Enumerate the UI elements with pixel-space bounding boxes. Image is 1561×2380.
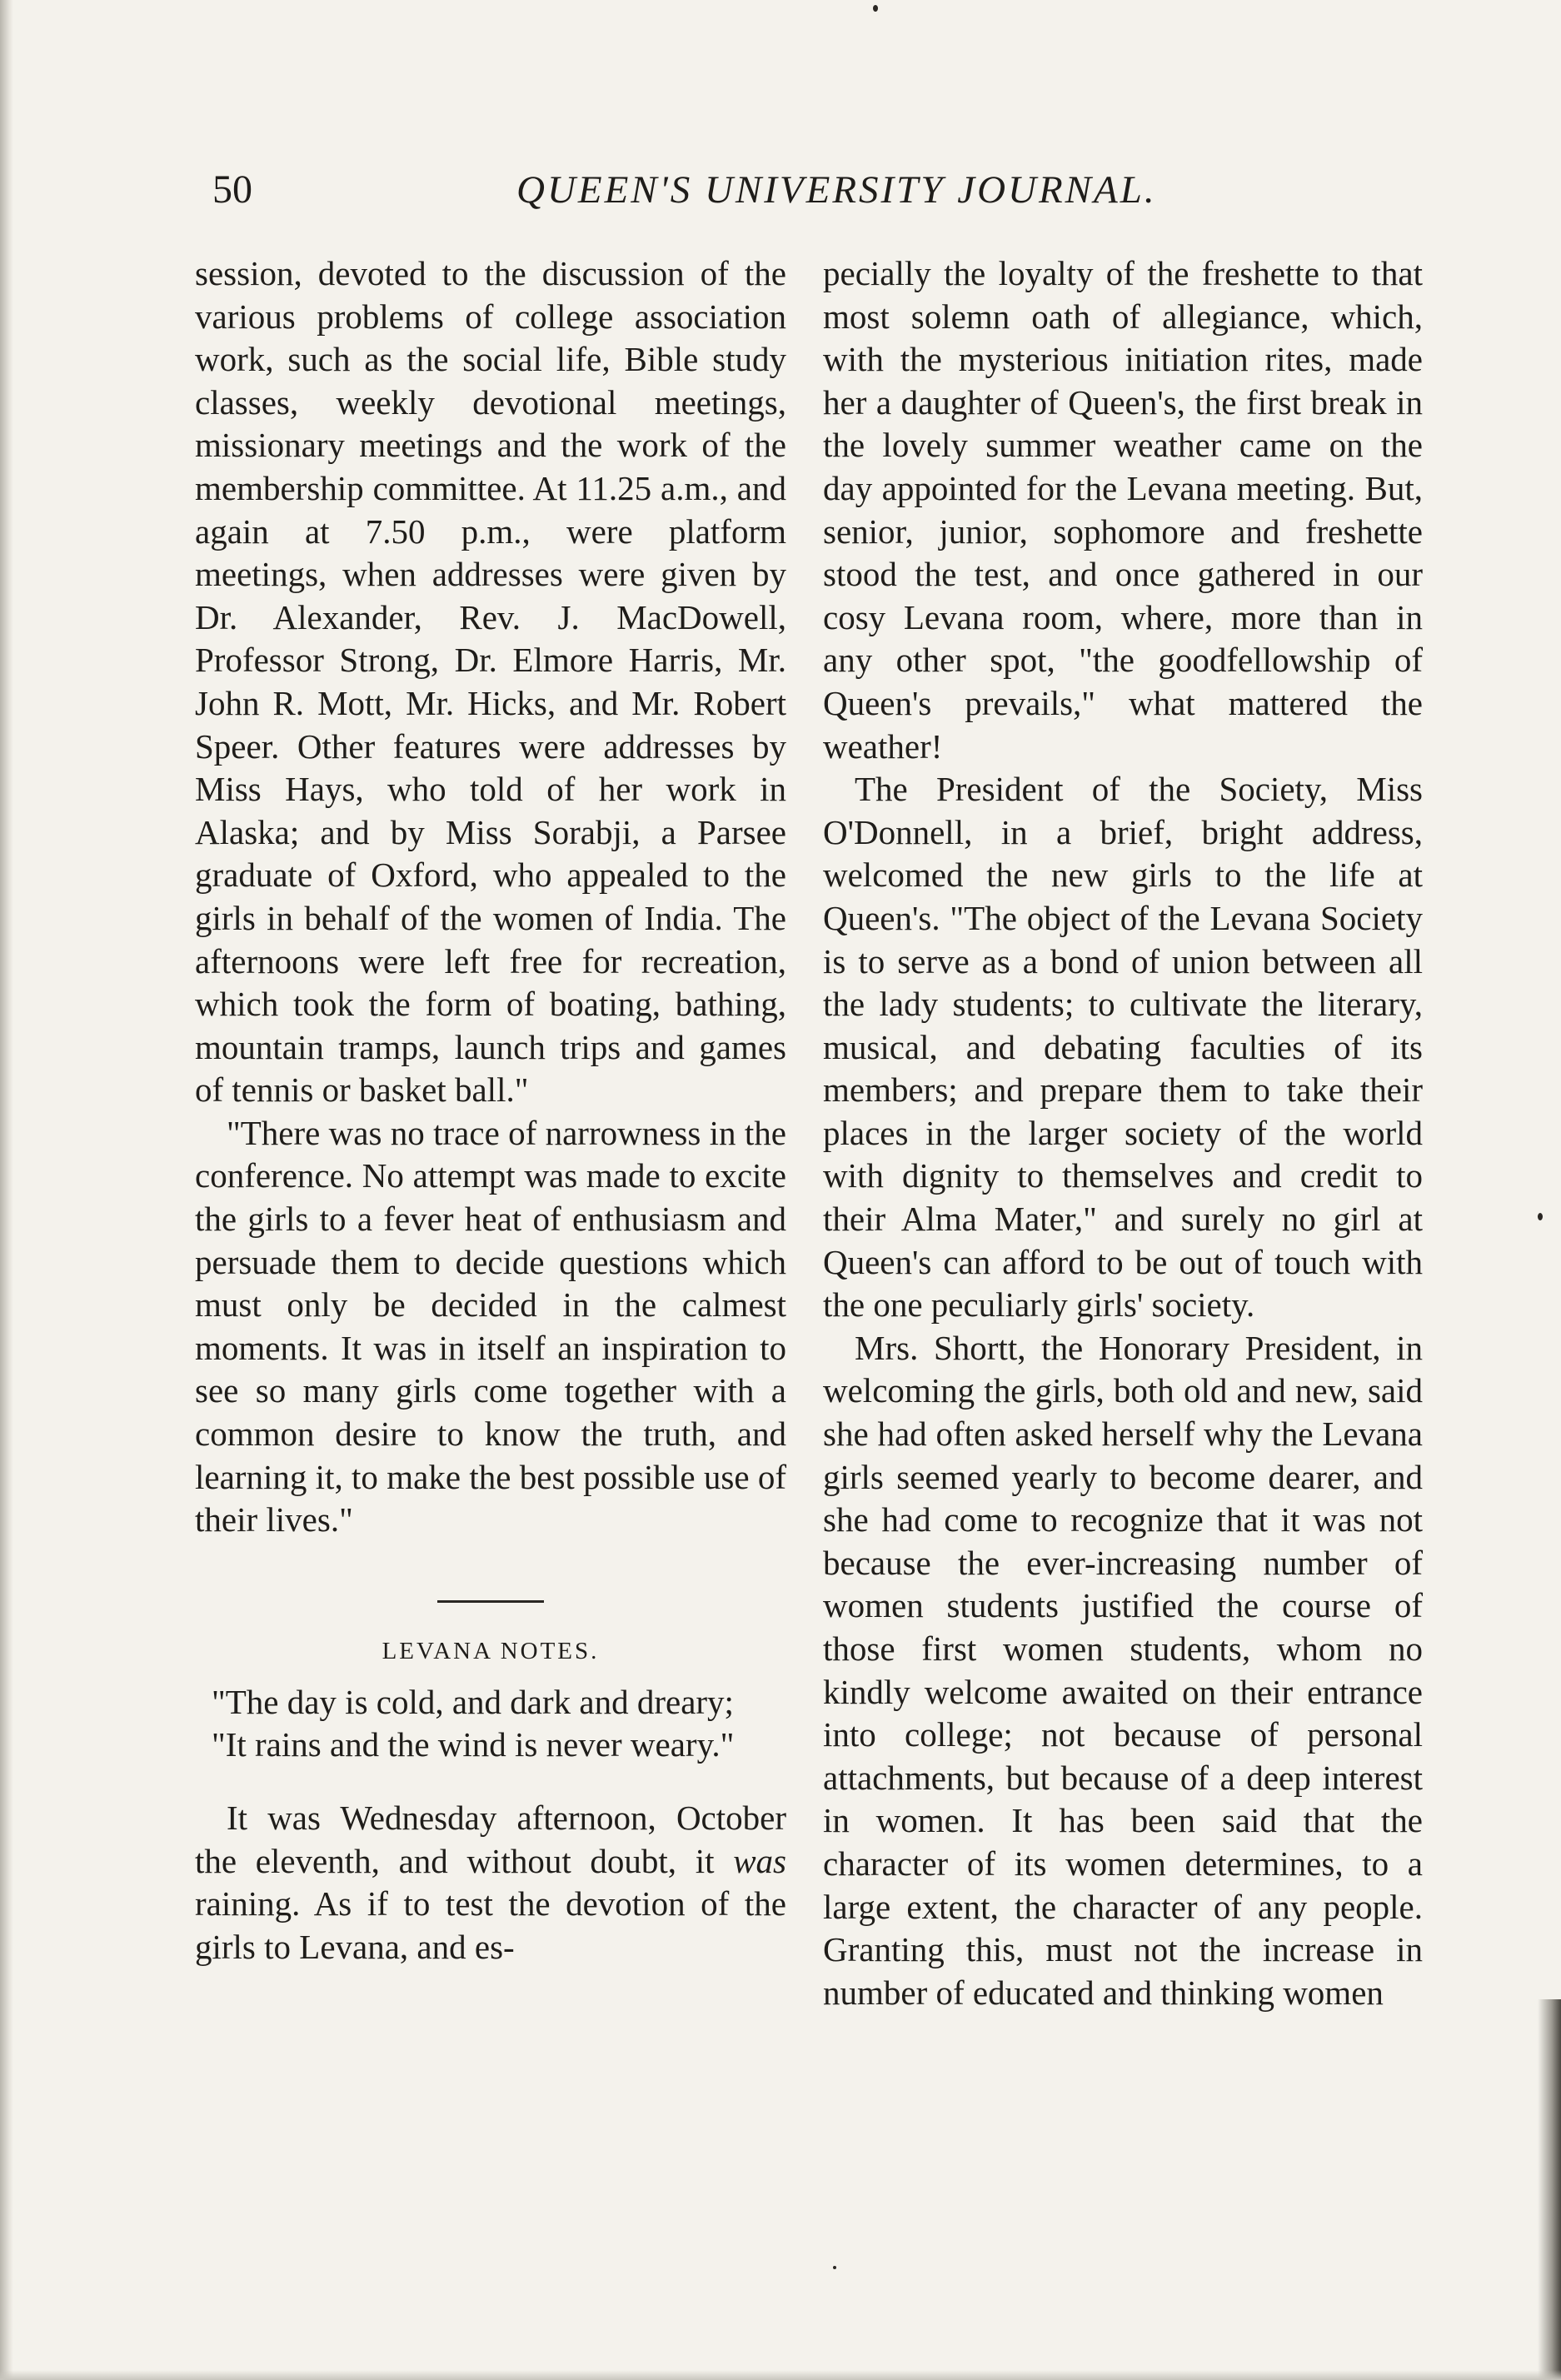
section-heading: LEVANA NOTES. (382, 1637, 600, 1664)
page-edge-left (0, 0, 13, 2380)
ink-speck (873, 5, 878, 12)
left-paragraph-3-italic: was (733, 1841, 786, 1880)
page-edge-bottom (0, 2370, 1561, 2380)
page-edge-right (1538, 1999, 1561, 2380)
verse-line-2: "It rains and the wind is never weary." (212, 1725, 735, 1764)
right-paragraph-1: pecially the loyalty of the freshette to that most solemn oath of allegiance, which, with the mysterious initiation rites, made her a daughter of Queen's, the first break in the lovely summer weather came on the day appointed for the Levana meeting. But, senior, junior, sophomore and freshette stood the test, and once gathered in our cosy Levana room, where, more than in any other spot, "the goodfellowship of Queen's prevails," what mattered the weather! (823, 254, 1423, 766)
ink-speck (833, 2266, 836, 2269)
left-paragraph-1: session, devoted to the discussion of the various problems of college association work, such as the social life, Bible study classes, weekly devotional meetings, missionary meetings and the work of the membership committee. At 11.25 a.m., and again at 7.50 p.m., were platform meetings, when addresses were given by Dr. Alexander, Rev. J. MacDowell, Professor Strong, Dr. Elmore Harris, Mr. John R. Mott, Mr. Hicks, and Mr. Robert Speer. Other features were addresses by Miss Hays, who told of her work in Alaska; and by Miss Sorabji, a Parsee graduate of Oxford, who appealed to the girls in behalf of the women of India. The afternoons were left free for recreation, which took the form of boating, bathing, mountain tramps, launch trips and games of tennis or basket ball." (195, 254, 786, 1110)
verse-line-1: "The day is cold, and dark and dreary; (212, 1682, 734, 1721)
right-paragraph-3: Mrs. Shortt, the Honorary President, in welcoming the girls, both old and new, said she had often asked herself why the Levana girls seemed yearly to become dearer, and she had come to recognize that it was not because the ever-increasing number of women students justified the course of those first women students, whom no kindly welcome awaited on their entrance into college; not because of personal attachments, but because of a deep interest in women. It has been said that the character of its women determines, to a large extent, the character of any people. Granting this, must not the increase in number of educated and thinking women (823, 1328, 1423, 2012)
ink-speck (1538, 1213, 1543, 1220)
left-paragraph-3 (195, 1797, 786, 1968)
right-paragraph-2: The President of the Society, Miss O'Donnell, in a brief, bright address, welcomed the new girls to the life at Queen's. "The object of the Levana Society is to serve as a bond of union between all the lady students; to cultivate the literary, musical, and debating faculties of its members; and prepare them to take their places in the larger society of the world with dignity to themselves and credit to their Alma Mater," and surely no girl at Queen's can afford to be out of touch with the one peculiarly girls' society. (823, 770, 1423, 1325)
left-column (195, 252, 786, 1968)
page-header (212, 165, 1462, 223)
left-paragraph-3-part-2: raining. As if to test the devotion of the girls to Levana, and es- (195, 1884, 786, 1966)
verse-quote (212, 1681, 786, 1767)
section-divider (437, 1600, 544, 1603)
page-number: 50 (212, 167, 252, 212)
left-paragraph-2: "There was no trace of narrowness in the conference. No attempt was made to excite the girls to a fever heat of enthusiasm and persuade them to decide questions which must only be decided in the calmest moments. It was in itself an inspiration to see so many girls come together with a common desire to know the truth, and learning it, to make the best possible use of their lives." (195, 1113, 786, 1539)
right-column (823, 252, 1423, 2014)
left-paragraph-3-part-1: It was Wednesday afternoon, October the eleventh, and without doubt, it (195, 1799, 786, 1880)
journal-title: QUEEN'S UNIVERSITY JOURNAL. (516, 168, 1157, 212)
